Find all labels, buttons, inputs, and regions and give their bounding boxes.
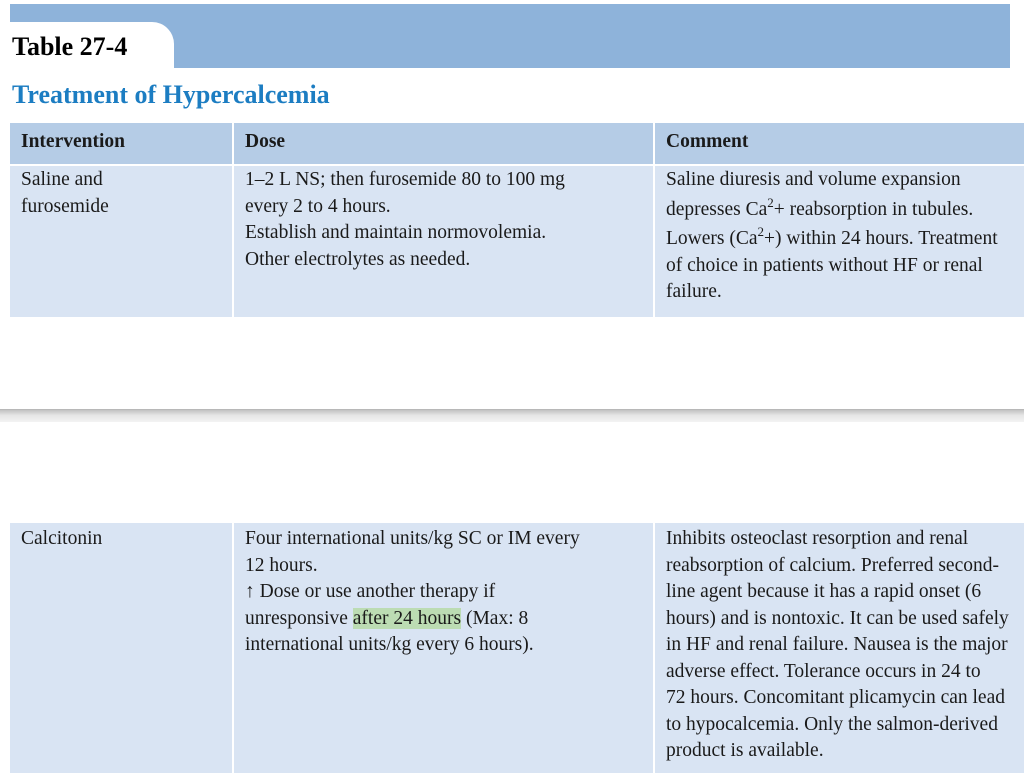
text-highlight: after 24 hours — [352, 607, 462, 629]
cell-dose — [233, 523, 654, 773]
cell-line: to hypocalcemia. Only the salmon-derived — [666, 713, 998, 735]
cell-line: of choice in patients without HF or renal — [666, 254, 983, 276]
cell-line: Inhibits osteoclast resorption and renal — [666, 528, 969, 549]
cell-line: Other electrolytes as needed. — [245, 248, 471, 270]
cell-line: every 2 to 4 hours. — [245, 195, 391, 217]
cell-line: ↑ Dose or use another therapy if — [245, 581, 496, 602]
cell-line: depresses $Ca^2+$ reabsorption in tubules. — [666, 194, 974, 220]
cell-comment — [654, 165, 1024, 317]
header-comment: Comment — [654, 123, 1024, 165]
cell-dose — [233, 165, 654, 317]
cell-line: reabsorption of calcium. Preferred second- — [666, 554, 999, 576]
cell-line: furosemide — [21, 195, 109, 217]
cell-line: international units/kg every 6 hours). — [245, 634, 534, 655]
cell-intervention — [10, 165, 233, 317]
treatment-table-top — [10, 123, 1024, 317]
header-intervention: Intervention — [10, 123, 233, 165]
cell-line: Saline and — [21, 169, 103, 190]
cell-line: Establish and maintain normovolemia. — [245, 222, 547, 243]
cell-comment — [654, 523, 1024, 773]
cell-line: failure. — [666, 281, 722, 302]
cell-line: line agent because it has a rapid onset (6 — [666, 581, 982, 602]
cell-line: Four international units/kg SC or IM every — [245, 528, 580, 549]
cell-intervention — [10, 523, 233, 773]
cell-line: Lowers $(Ca^2+)$ within 24 hours. Treatment — [666, 224, 998, 249]
cell-line: hours) and is nontoxic. It can be used safely — [666, 607, 1009, 629]
table-title: Treatment of Hypercalcemia — [12, 80, 330, 109]
cell-line: 1–2 L NS; then furosemide 80 to 100 mg — [245, 169, 565, 190]
header-dose: Dose — [233, 123, 654, 165]
table-row — [10, 523, 1024, 773]
cell-line: product is available. — [666, 740, 824, 761]
cell-line: 72 hours. Concomitant plicamycin can lead — [666, 687, 1005, 708]
treatment-table-bottom — [10, 523, 1024, 773]
cell-line: Calcitonin — [21, 528, 103, 549]
cell-line: Saline diuresis and volume expansion — [666, 169, 961, 190]
cell-line: in HF and renal failure. Nausea is the major — [666, 634, 1008, 655]
page-divider — [0, 409, 1024, 422]
cell-line: unresponsive after 24 hours (Max: 8 — [245, 607, 529, 629]
table-label: Table 27-4 — [12, 32, 128, 61]
table-row — [10, 165, 1024, 317]
table-header-row — [10, 123, 1024, 165]
cell-line: 12 hours. — [245, 554, 318, 576]
cell-line: adverse effect. Tolerance occurs in 24 to — [666, 660, 981, 682]
